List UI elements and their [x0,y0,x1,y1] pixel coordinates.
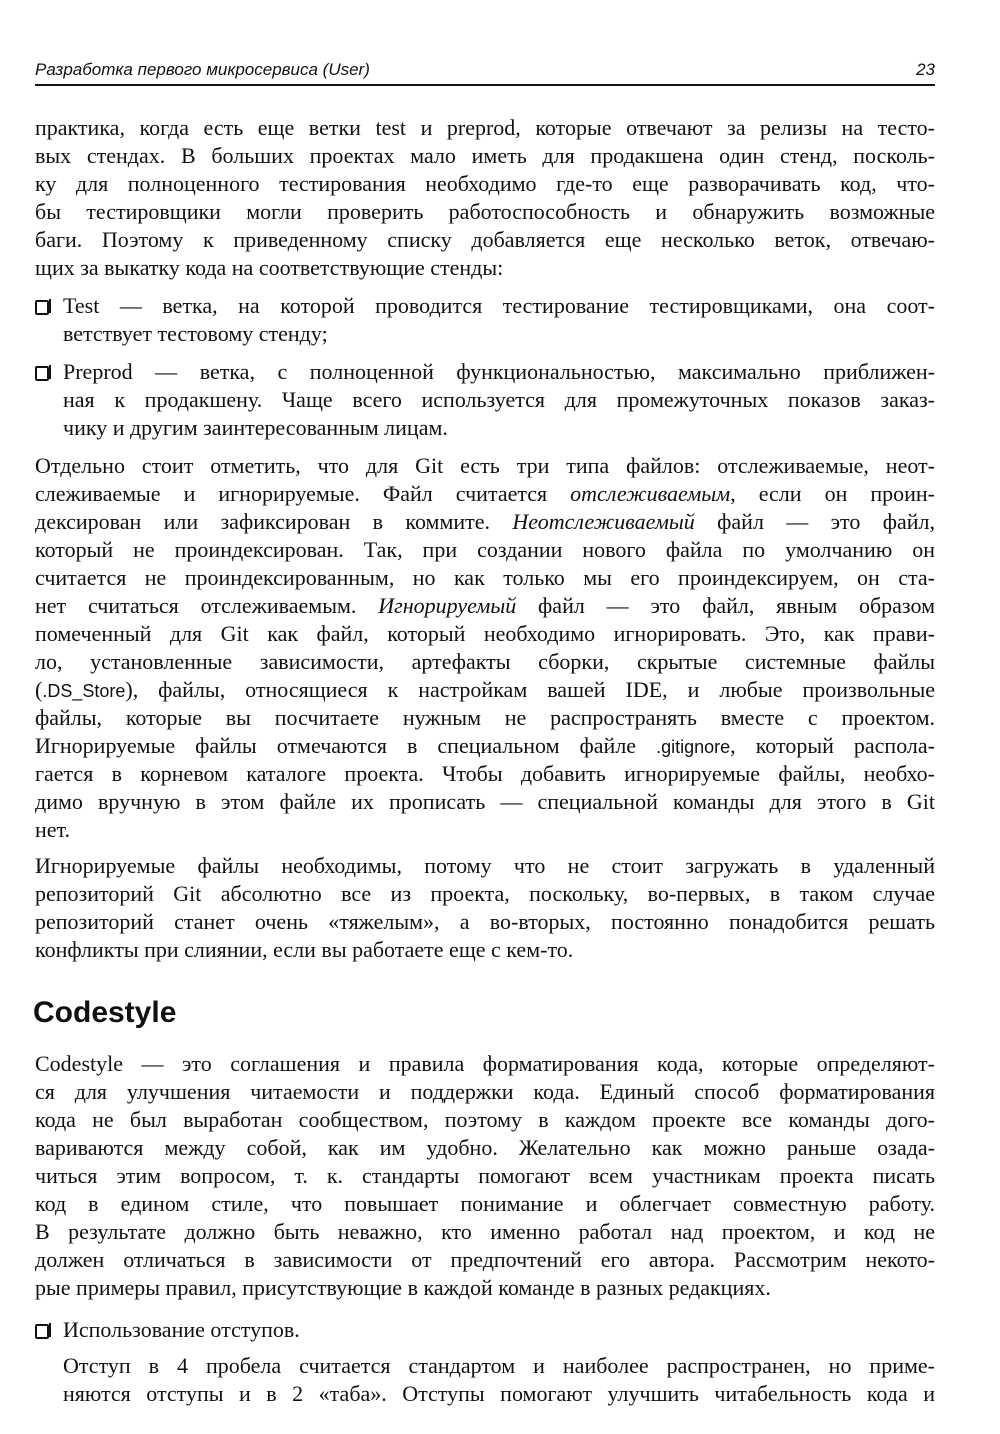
text-line [63,292,935,320]
text-segment: щих за выкатку кода на соответствующие стенды: [35,255,504,280]
text-line [35,142,935,170]
emphasis-text: Неотслеживаемый [512,509,695,534]
text-line [35,1246,935,1274]
text-line [35,452,935,480]
text-line [35,592,935,620]
text-line [35,732,935,760]
text-segment: файл — это файл, явным образом [516,593,935,618]
text-line [35,1106,935,1134]
text-segment: код в едином стиле, что повышает понимание и облегчает совместную работу. [35,1191,935,1216]
bullet-item [63,1316,935,1344]
text-line [35,1162,935,1190]
text-segment: должен отличаться в зависимости от предпочтений его автора. Рассмотрим некото- [35,1247,935,1272]
text-line [35,114,935,142]
emphasis-text: отслеживаемым [570,481,731,506]
text-segment: кода не был выработан сообществом, поэтому в каждом проекте все команды дого- [35,1107,935,1132]
chapter-title: Разработка первого микросервиса (User) [35,60,370,79]
text-line [35,760,935,788]
text-segment: , который распола- [730,733,935,758]
text-segment: ветствует тестовому стенду; [63,321,328,346]
bullet-item [63,292,935,348]
text-segment: ся для улучшения читаемости и поддержки кода. Единый способ форматирования [35,1079,935,1104]
text-segment: В результате должно быть неважно, кто именно работал над проектом, и код не [35,1219,935,1244]
text-line [63,1352,935,1380]
text-line [35,1190,935,1218]
checkbox-bullet-icon [35,366,49,381]
text-segment: вариваются между собой, как им удобно. Желательно как можно раньше озада- [35,1135,935,1160]
text-segment: который не проиндексирован. Так, при создании нового файла по умолчанию он [35,537,935,562]
text-segment: читься этим вопросом, т. к. стандарты помогают всем участникам проекта писать [35,1163,935,1188]
checkbox-bullet-icon [35,300,49,315]
text-segment: файлы, которые вы посчитаете нужным не распространять вместе с проектом. [35,705,935,730]
text-segment: ная к продакшену. Чаще всего используется для промежуточных показов заказ- [63,387,935,412]
text-line [63,358,935,386]
text-line [35,536,935,564]
bullet-item [63,358,935,442]
text-segment: нет. [35,817,70,842]
text-line [35,704,935,732]
text-segment: бы тестировщики могли проверить работоспособность и обнаружить возможные [35,199,935,224]
text-line [35,170,935,198]
text-segment: репозиторий Git абсолютно все из проекта, поскольку, во-первых, в таком случае [35,881,935,906]
text-segment: Игнорируемые файлы отмечаются в специальном файле [35,733,657,758]
text-line [35,480,935,508]
text-segment: Codestyle — это соглашения и правила форматирования кода, которые определяют- [35,1051,935,1076]
paragraph [35,852,935,964]
text-line [35,198,935,226]
text-line [35,648,935,676]
text-line [35,254,935,282]
paragraph [35,1050,935,1302]
text-segment: дексирован или зафиксирован в коммите. [35,509,513,534]
text-segment: репозиторий станет очень «тяжелым», а во-вторых, постоянно понадобится решать [35,909,935,934]
text-line [35,564,935,592]
text-segment: Отдельно стоит отметить, что для Git есть три типа файлов: отслеживаемые, неот- [35,453,935,478]
text-segment: чику и другим заинтересованным лицам. [63,415,448,440]
running-header [35,60,935,86]
text-line [35,1078,935,1106]
paragraph [35,114,935,282]
text-line [63,320,935,348]
text-segment: , если он проин- [730,481,935,506]
text-line [35,936,935,964]
text-line [63,1316,935,1344]
page-number: 23 [916,60,935,79]
text-segment: няются отступы и в 2 «таба». Отступы помогают улучшить читабельность кода и [63,1381,935,1406]
text-segment: гается в корневом каталоге проекта. Чтобы добавить игнорируемые файлы, необхо- [35,761,935,786]
text-line [63,414,935,442]
text-segment: вых стендах. В больших проектах мало иметь для продакшена один стенд, посколь- [35,143,935,168]
paragraph [35,452,935,844]
text-line [35,1134,935,1162]
text-segment: димо вручную в этом файле их прописать — специальной команды для этого в Git [35,789,935,814]
text-segment: Preprod — ветка, с полноценной функциональностью, максимально приближен- [63,359,935,384]
text-segment: рые примеры правил, присутствующие в каждой команде в разных редакциях. [35,1275,771,1300]
text-segment: нет считаться отслеживаемым. [35,593,379,618]
text-line [35,1218,935,1246]
text-line [35,852,935,880]
emphasis-text: Игнорируемый [378,593,517,618]
text-segment: помеченный для Git как файл, который необходимо игнорировать. Это, как прави- [35,621,935,646]
text-segment: баги. Поэтому к приведенному списку добавляется еще несколько веток, отвечаю- [35,227,935,252]
text-segment: Игнорируемые файлы необходимы, потому что не стоит загружать в удаленный [35,853,935,878]
text-line [35,226,935,254]
text-segment: Использование отступов. [63,1317,300,1342]
text-line [35,1050,935,1078]
text-segment: конфликты при слиянии, если вы работаете еще с кем-то. [35,937,574,962]
section-heading: Codestyle [33,996,177,1029]
text-line [35,788,935,816]
text-segment: ), файлы, относящиеся к настройкам вашей IDE, и любые произвольные [125,677,935,702]
text-segment: ( [35,677,43,702]
text-segment: ку для полноценного тестирования необходимо где-то еще разворачивать код, что- [35,171,935,196]
text-line [63,1380,935,1408]
text-line [35,508,935,536]
text-line [35,908,935,936]
text-segment: считается не проиндексированным, но как только мы его проиндексируем, он ста- [35,565,935,590]
text-line [35,676,935,704]
text-segment: ло, установленные зависимости, артефакты сборки, скрытые системные файлы [35,649,935,674]
text-segment: Test — ветка, на которой проводится тестирование тестировщиками, она соот- [63,293,935,318]
text-segment: слеживаемые и игнорируемые. Файл считается [35,481,571,506]
text-line [35,880,935,908]
text-segment: практика, когда есть еще ветки test и preprod, которые отвечают за релизы на тесто- [35,115,935,140]
text-line [35,620,935,648]
filename-text: .gitignore [656,737,731,757]
filename-text: .DS_Store [42,681,126,701]
paragraph [63,1352,935,1408]
text-line [35,816,935,844]
text-segment: файл — это файл, [694,509,936,534]
text-line [63,386,935,414]
text-line [35,1274,935,1302]
checkbox-bullet-icon [35,1324,49,1339]
text-segment: Отступ в 4 пробела считается стандартом и наиболее распространен, но приме- [63,1353,935,1378]
